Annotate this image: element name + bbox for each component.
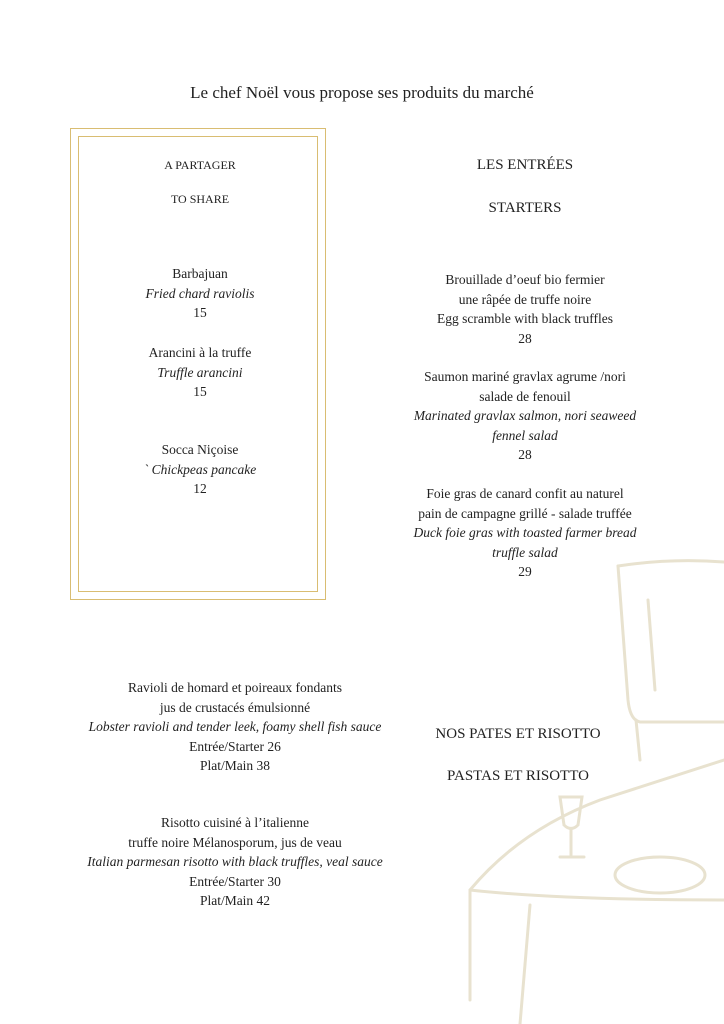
pastas-heading-fr: NOS PATES ET RISOTTO [435, 726, 601, 742]
starters-heading-en: STARTERS [488, 200, 562, 216]
dish-line: Foie gras de canard confit au naturel [426, 486, 624, 501]
dish-english: ` Chickpeas pancake [143, 461, 257, 477]
dish-price: 12 [193, 481, 207, 496]
dish-line: une râpée de truffe noire [458, 291, 592, 307]
dish-line: pain de campagne grillé - salade truffée [418, 505, 632, 521]
dish-price: 29 [518, 564, 532, 579]
dish-line: Risotto cuisiné à l’italienne [160, 815, 310, 830]
dish-name: Socca Niçoise [161, 442, 239, 457]
dish-english: truffle salad [492, 544, 558, 560]
dish-price: 28 [518, 447, 532, 462]
dish-line: Ravioli de homard et poireaux fondants [127, 680, 343, 695]
dish-english: Lobster ravioli and tender leek, foamy shell fish sauce [88, 719, 382, 734]
dish-price: 15 [193, 384, 207, 399]
dish-english: Marinated gravlax salmon, nori seaweed [413, 408, 637, 423]
share-heading-fr: A PARTAGER [164, 158, 236, 172]
dish-english: Duck foie gras with toasted farmer bread [413, 525, 637, 540]
dish-price: 15 [193, 305, 207, 320]
share-heading-en: TO SHARE [170, 192, 230, 206]
dish-price: 28 [518, 330, 532, 346]
dish-price-main: Plat/Main 38 [199, 758, 271, 773]
dish-name: Arancini à la truffe [148, 345, 252, 360]
dish-english: Truffle arancini [157, 364, 243, 380]
starter-item [380, 367, 670, 465]
dish-line: jus de crustacés émulsionné [159, 699, 311, 715]
dish-price-starter: Entrée/Starter 30 [189, 873, 281, 889]
share-item [80, 343, 320, 402]
dish-line: salade de fenouil [479, 388, 571, 404]
pastas-heading-en: PASTAS ET RISOTTO [447, 768, 589, 784]
dish-line: Brouillade d’oeuf bio fermier [445, 272, 605, 287]
dish-english: Italian parmesan risotto with black truffles, veal sauce [87, 854, 383, 869]
dish-price-main: Plat/Main 42 [199, 893, 271, 908]
page-title: Le chef Noël vous propose ses produits du marché [190, 83, 534, 102]
pasta-item [55, 813, 415, 911]
starter-item [380, 484, 670, 582]
dish-english: Fried chard raviolis [145, 285, 255, 301]
dish-line: truffe noire Mélanosporum, jus de veau [128, 834, 342, 850]
share-item [80, 264, 320, 323]
dish-line: Saumon mariné gravlax agrume /nori [424, 369, 626, 384]
dish-name: Barbajuan [172, 266, 228, 281]
starters-heading-fr: LES ENTRÉES [476, 157, 574, 173]
share-item [80, 440, 320, 499]
starter-item [380, 270, 670, 348]
dish-price-starter: Entrée/Starter 26 [189, 738, 281, 754]
pasta-item [55, 678, 415, 776]
dish-line: Egg scramble with black truffles [437, 311, 613, 326]
dish-english: fennel salad [492, 427, 558, 443]
